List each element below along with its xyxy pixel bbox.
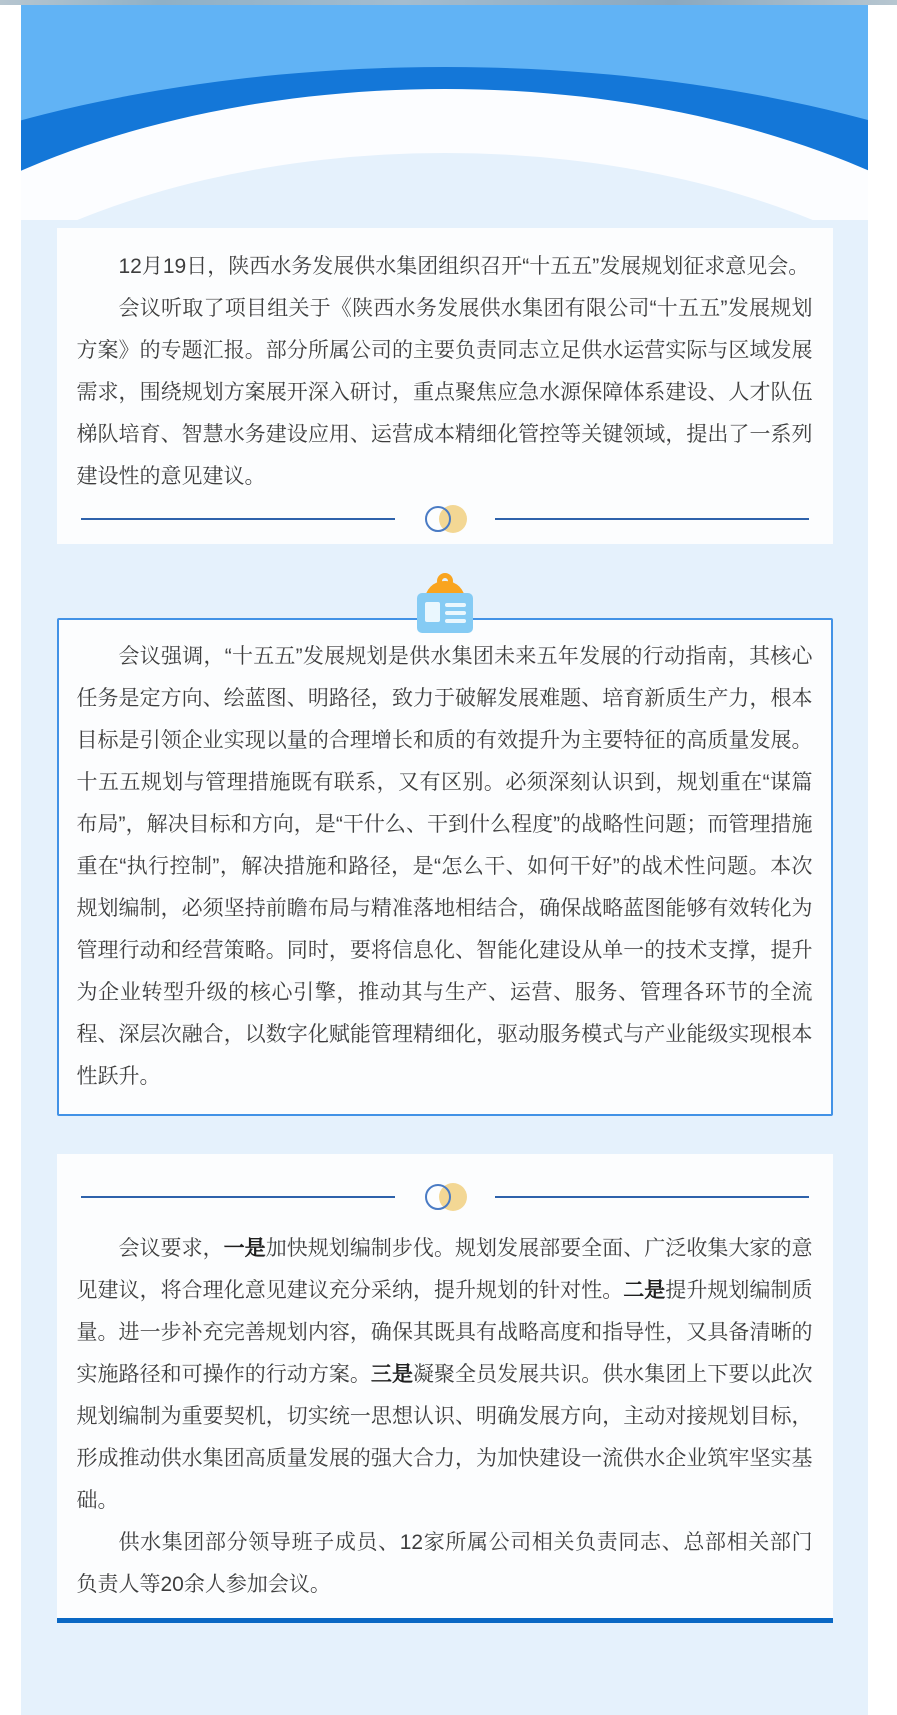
emphasis-paragraphs — [77, 636, 813, 1098]
emphasis-text: 三是 — [370, 1363, 413, 1386]
emphasis-text: 二是 — [623, 1279, 666, 1302]
intro-card — [57, 228, 833, 544]
emphasis-text: 一是 — [223, 1237, 266, 1260]
body-text: 会议要求， — [118, 1237, 224, 1260]
paragraph — [77, 636, 813, 1098]
body-text: 12月19日，陕西水务发展供水集团组织召开“十五五”发展规划征求意见会。 — [118, 255, 810, 278]
body-text: 会议听取了项目组关于《陕西水务发展供水集团有限公司“十五五”发展规划方案》的专题汇报。部分所属公司的主要负责同志立足供水运营实际与区域发展需求，围绕规划方案展开深入研讨，重点聚焦应急水源保障体系建设、人才队伍梯队培育、智慧水务建设应用、运营成本精细化管控等关键领域，提出了一系列建设性的意见建议。 — [76, 297, 813, 488]
emphasis-card — [57, 618, 833, 1116]
divider-line-left — [81, 518, 395, 520]
clipboard-text-line — [445, 619, 466, 623]
divider-line-right — [495, 1196, 809, 1198]
outline-circle — [425, 506, 451, 532]
requirements-paragraphs — [77, 1228, 813, 1606]
overlapping-circles-icon — [413, 504, 477, 534]
body-text: 供水集团部分领导班子成员、12家所属公司相关负责同志、总部相关部门负责人等20余人参加会议。 — [76, 1531, 813, 1596]
intro-paragraphs — [77, 246, 813, 498]
section-divider — [81, 504, 809, 534]
paragraph — [77, 288, 813, 498]
overlapping-circles-icon — [413, 1182, 477, 1212]
clipboard-text-line — [445, 611, 466, 615]
requirements-card — [57, 1154, 833, 1623]
body-text: 凝聚全员发展共识。供水集团上下要以此次规划编制为重要契机，切实统一思想认识、明确发展方向，主动对接规划目标，形成推动供水集团高质量发展的强大合力，为加快建设一流供水企业筑牢坚实基础。 — [76, 1363, 813, 1512]
page-content-area — [21, 5, 868, 1715]
body-text: 加快规划编制步伐。规划发展部要全面、广泛收集大家的意见建议，将合理化意见建议充分采纳，提升规划的针对性。 — [76, 1237, 813, 1302]
body-text: 提升规划编制质量。进一步补充完善规划内容，确保其既具有战略高度和指导性，又具备清晰的实施路径和可操作的行动方案。 — [76, 1279, 813, 1386]
header-banner — [21, 5, 868, 220]
paragraph — [77, 1522, 813, 1606]
section-divider — [81, 1182, 809, 1212]
clipboard-photo-block — [425, 602, 440, 622]
paragraph — [77, 246, 813, 288]
outline-circle — [425, 1184, 451, 1210]
body-text: 会议强调，“十五五”发展规划是供水集团未来五年发展的行动指南，其核心任务是定方向、绘蓝图、明路径，致力于破解发展难题、培育新质生产力，根本目标是引领企业实现以量的合理增长和质的有效提升为主要特征的高质量发展。十五五规划与管理措施既有联系，又有区别。必须深刻认识到，规划重在“谋篇布局”，解决目标和方向，是“干什么、干到什么程度”的战略性问题；而管理措施重在“执行控制”，解决措施和路径，是“怎么干、如何干好”的战术性问题。本次规划编制，必须坚持前瞻布局与精准落地相结合，确保战略蓝图能够有效转化为管理行动和经营策略。同时，要将信息化、智能化建设从单一的技术支撑，提升为企业转型升级的核心引擎，推动其与生产、运营、服务、管理各环节的全流程、深层次融合，以数字化赋能管理精细化，驱动服务模式与产业能级实现根本性跃升。 — [76, 645, 813, 1088]
clipboard-icon — [417, 573, 473, 635]
paragraph — [77, 1228, 813, 1522]
divider-line-right — [495, 518, 809, 520]
clipboard-text-line — [445, 603, 466, 607]
divider-line-left — [81, 1196, 395, 1198]
